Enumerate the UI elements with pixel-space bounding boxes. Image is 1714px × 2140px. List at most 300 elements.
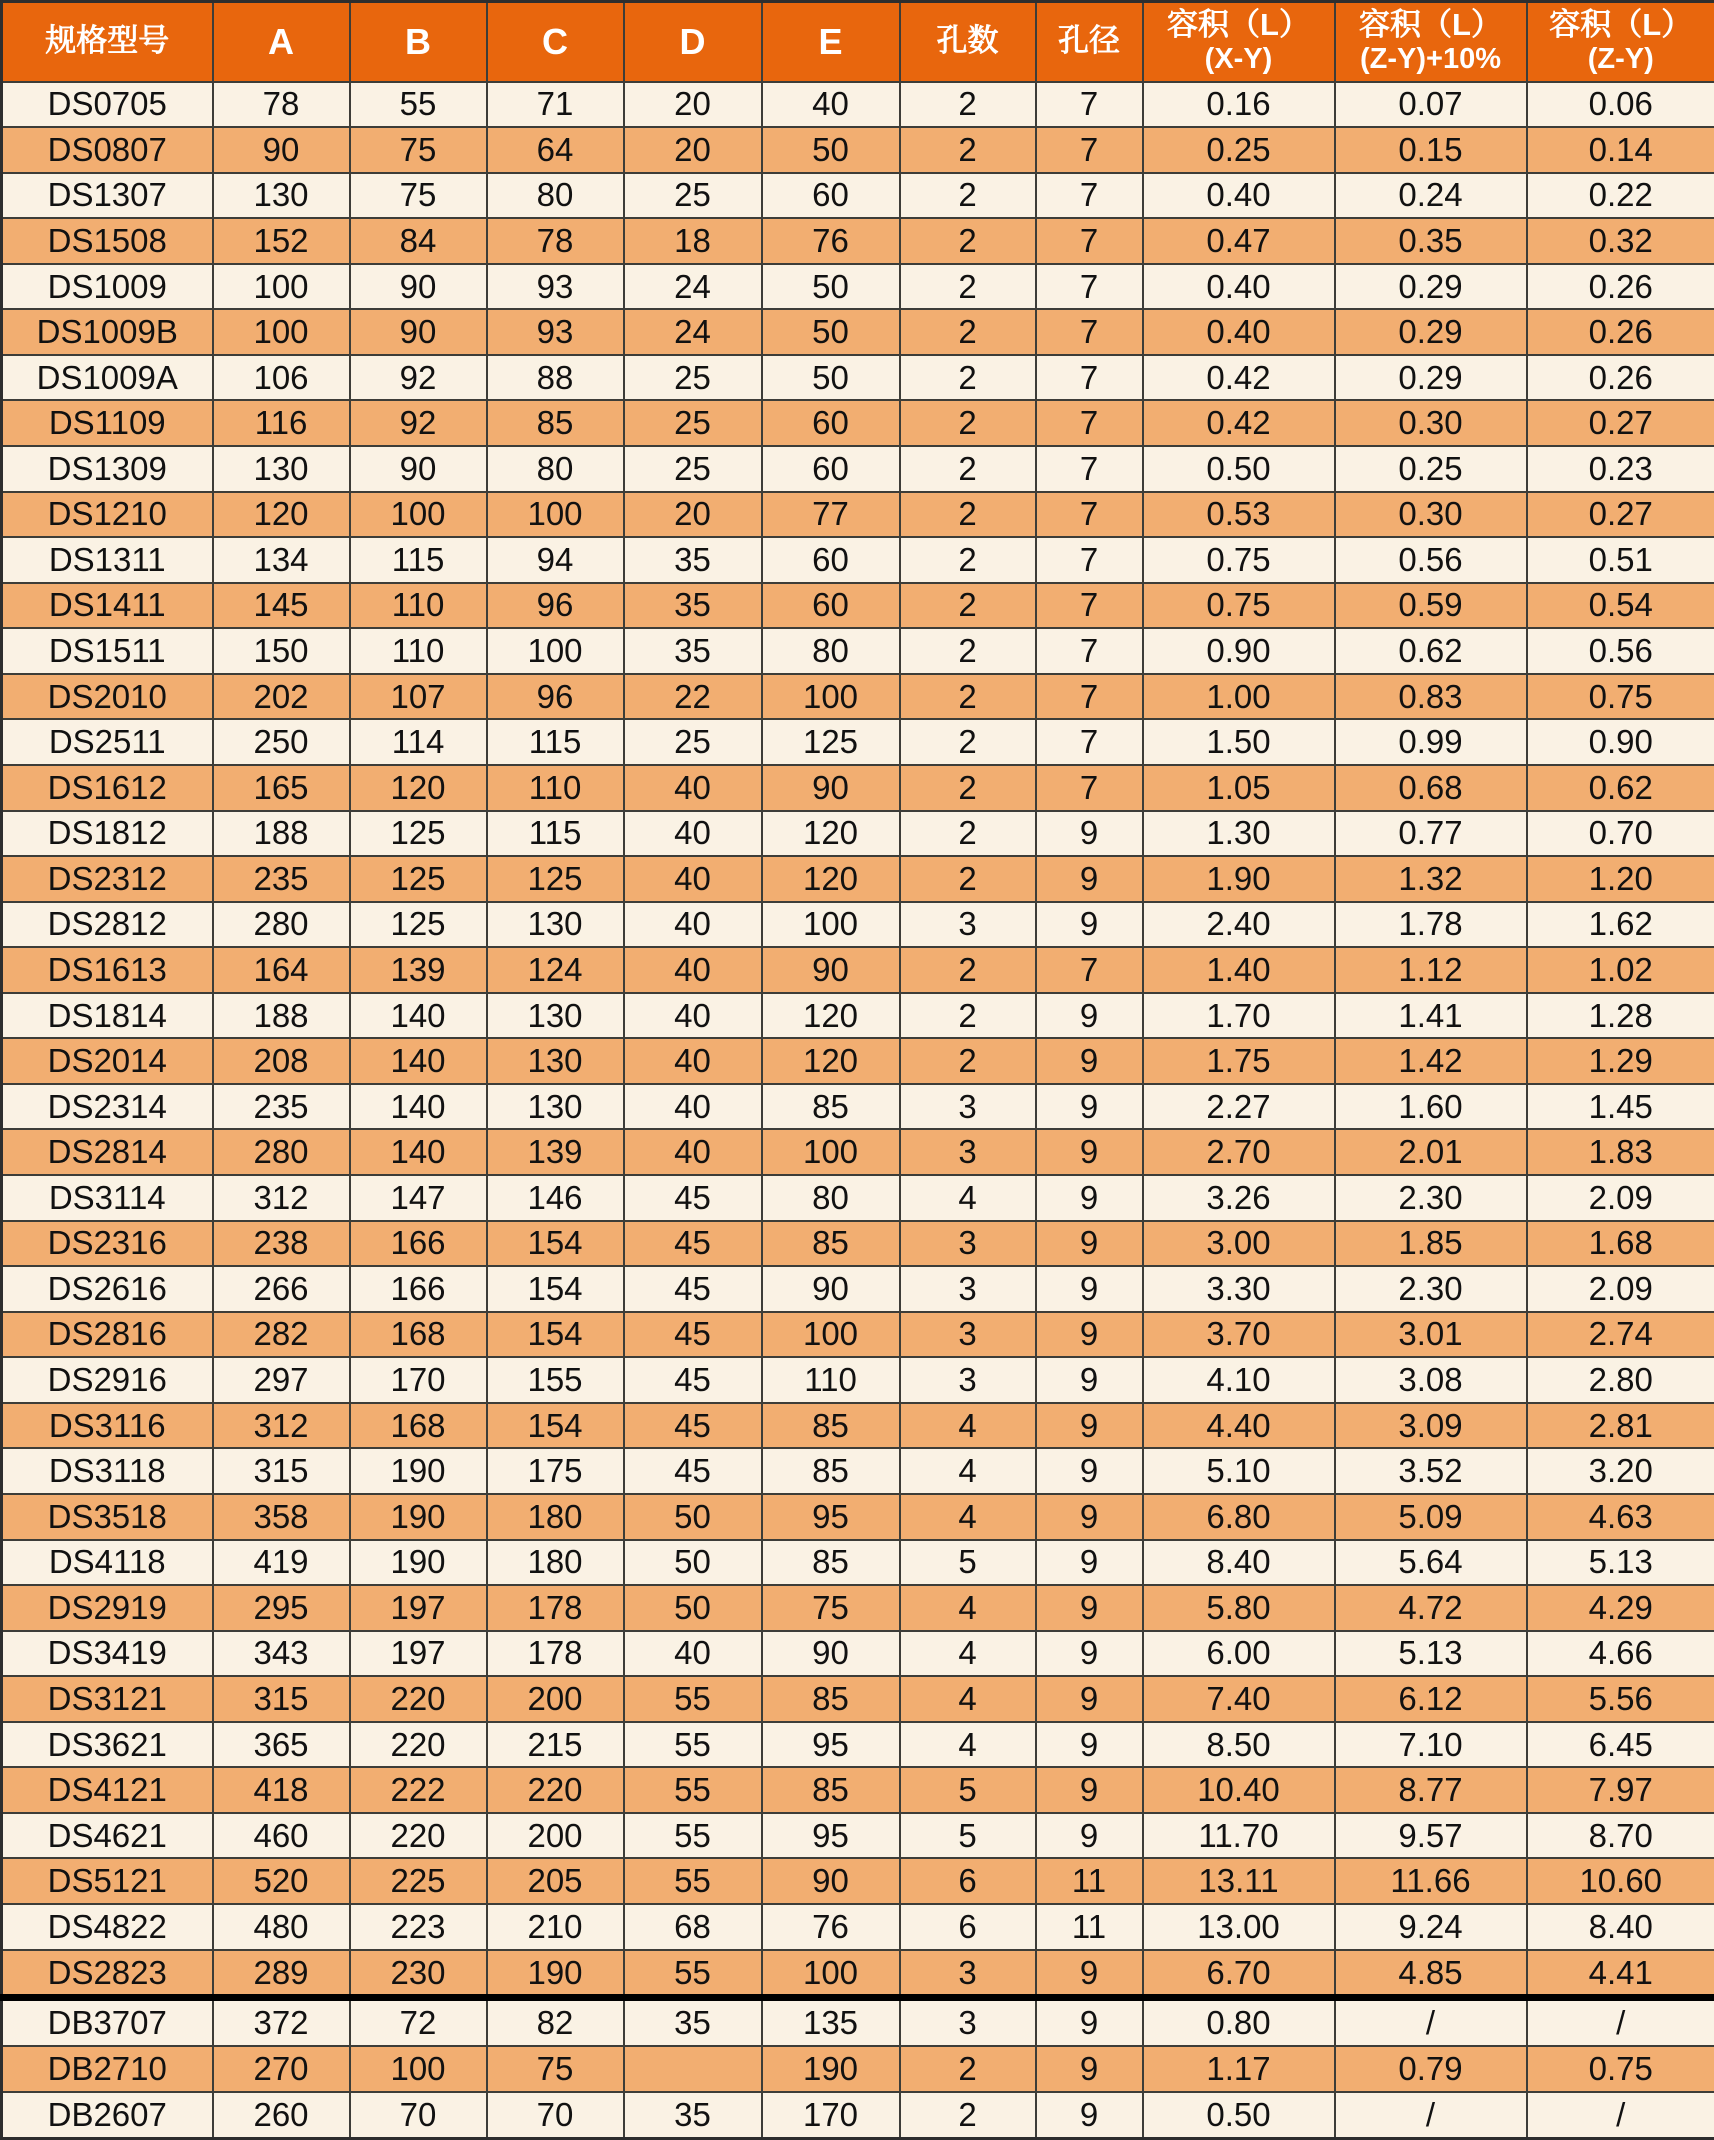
value-cell: 90 — [762, 1858, 900, 1904]
value-cell: 140 — [350, 1129, 487, 1175]
model-cell: DS2616 — [2, 1266, 213, 1312]
value-cell: 130 — [487, 902, 624, 948]
value-cell: 3 — [900, 902, 1036, 948]
value-cell: 106 — [213, 355, 350, 401]
column-header-text: 容积（L） — [1549, 7, 1693, 43]
value-cell: 7 — [1036, 765, 1143, 811]
value-cell: 76 — [762, 1904, 900, 1950]
value-cell: 50 — [624, 1494, 762, 1540]
value-cell: 55 — [624, 1950, 762, 1998]
table-row — [2, 446, 1714, 492]
value-cell: 0.29 — [1335, 264, 1527, 310]
value-cell: 9.24 — [1335, 1904, 1527, 1950]
value-cell: 0.24 — [1335, 173, 1527, 219]
value-cell: 3 — [900, 1129, 1036, 1175]
value-cell: 25 — [624, 173, 762, 219]
table-row — [2, 1950, 1714, 1998]
value-cell: 94 — [487, 537, 624, 583]
header-row — [2, 2, 1714, 82]
model-cell: DS1511 — [2, 628, 213, 674]
value-cell: 130 — [487, 993, 624, 1039]
value-cell: 2.81 — [1527, 1403, 1714, 1449]
model-cell: DB2710 — [2, 2046, 213, 2092]
value-cell: 7 — [1036, 218, 1143, 264]
value-cell: 5 — [900, 1813, 1036, 1859]
value-cell: 75 — [487, 2046, 624, 2092]
value-cell: 100 — [487, 492, 624, 538]
value-cell: 40 — [624, 993, 762, 1039]
table-row — [2, 492, 1714, 538]
value-cell: 3.30 — [1143, 1266, 1335, 1312]
value-cell: 85 — [762, 1448, 900, 1494]
value-cell: 114 — [350, 719, 487, 765]
value-cell: / — [1527, 2092, 1714, 2139]
model-cell: DS2314 — [2, 1084, 213, 1130]
value-cell: 0.25 — [1335, 446, 1527, 492]
value-cell: 24 — [624, 264, 762, 310]
value-cell: 85 — [762, 1403, 900, 1449]
value-cell: 0.42 — [1143, 355, 1335, 401]
value-cell: 0.83 — [1335, 674, 1527, 720]
column-header-subtext: (Z-Y) — [1587, 42, 1654, 75]
table-row — [2, 1312, 1714, 1358]
value-cell: 2 — [900, 674, 1036, 720]
value-cell: 25 — [624, 400, 762, 446]
value-cell: 220 — [350, 1676, 487, 1722]
value-cell: 178 — [487, 1631, 624, 1677]
value-cell: 164 — [213, 947, 350, 993]
value-cell: 107 — [350, 674, 487, 720]
value-cell: 3 — [900, 1221, 1036, 1267]
value-cell: 11.66 — [1335, 1858, 1527, 1904]
value-cell: 50 — [762, 309, 900, 355]
value-cell: 8.50 — [1143, 1722, 1335, 1768]
column-header-text: C — [542, 20, 568, 62]
value-cell: 5.64 — [1335, 1540, 1527, 1586]
value-cell: 90 — [762, 765, 900, 811]
value-cell: 0.25 — [1143, 127, 1335, 173]
value-cell: 3.26 — [1143, 1175, 1335, 1221]
value-cell: 170 — [350, 1357, 487, 1403]
value-cell: 20 — [624, 492, 762, 538]
value-cell: 1.85 — [1335, 1221, 1527, 1267]
value-cell: 365 — [213, 1722, 350, 1768]
value-cell: 197 — [350, 1585, 487, 1631]
value-cell: 2 — [900, 264, 1036, 310]
value-cell: 1.29 — [1527, 1038, 1714, 1084]
value-cell: 139 — [487, 1129, 624, 1175]
value-cell: 3 — [900, 1357, 1036, 1403]
value-cell: 205 — [487, 1858, 624, 1904]
value-cell: 2 — [900, 492, 1036, 538]
value-cell: 116 — [213, 400, 350, 446]
model-cell: DS2919 — [2, 1585, 213, 1631]
model-cell: DS1009 — [2, 264, 213, 310]
value-cell: 0.14 — [1527, 127, 1714, 173]
value-cell: 2.09 — [1527, 1175, 1714, 1221]
value-cell: 96 — [487, 674, 624, 720]
value-cell: 40 — [624, 1084, 762, 1130]
value-cell: 0.79 — [1335, 2046, 1527, 2092]
table-row — [2, 1631, 1714, 1677]
value-cell: 24 — [624, 309, 762, 355]
value-cell: 2 — [900, 993, 1036, 1039]
value-cell: 110 — [350, 583, 487, 629]
value-cell: 80 — [762, 1175, 900, 1221]
value-cell: 9 — [1036, 1631, 1143, 1677]
value-cell: 0.23 — [1527, 446, 1714, 492]
value-cell: 9 — [1036, 1950, 1143, 1998]
value-cell: 7 — [1036, 947, 1143, 993]
table-row — [2, 811, 1714, 857]
value-cell: 134 — [213, 537, 350, 583]
value-cell: 225 — [350, 1858, 487, 1904]
value-cell: 85 — [762, 1767, 900, 1813]
value-cell: 140 — [350, 1084, 487, 1130]
value-cell: 372 — [213, 1998, 350, 2046]
value-cell: 4.63 — [1527, 1494, 1714, 1540]
value-cell: 166 — [350, 1221, 487, 1267]
value-cell: 7.97 — [1527, 1767, 1714, 1813]
model-cell: DS2823 — [2, 1950, 213, 1998]
value-cell: 110 — [350, 628, 487, 674]
value-cell: 1.75 — [1143, 1038, 1335, 1084]
value-cell: 235 — [213, 856, 350, 902]
value-cell: 170 — [762, 2092, 900, 2139]
model-cell: DS2814 — [2, 1129, 213, 1175]
value-cell: 9 — [1036, 856, 1143, 902]
model-cell: DS1508 — [2, 218, 213, 264]
value-cell: / — [1527, 1998, 1714, 2046]
value-cell: 115 — [350, 537, 487, 583]
value-cell: 3.01 — [1335, 1312, 1527, 1358]
value-cell: 0.56 — [1527, 628, 1714, 674]
value-cell: 2 — [900, 446, 1036, 492]
column-header-text: 容积（L） — [1167, 7, 1310, 43]
value-cell: 13.00 — [1143, 1904, 1335, 1950]
value-cell: 55 — [624, 1722, 762, 1768]
column-header-text: 规格型号 — [45, 23, 170, 59]
table-row — [2, 1175, 1714, 1221]
value-cell: 9 — [1036, 1312, 1143, 1358]
value-cell: 9 — [1036, 1357, 1143, 1403]
model-cell: DS4621 — [2, 1813, 213, 1859]
value-cell: 146 — [487, 1175, 624, 1221]
value-cell: 5.56 — [1527, 1676, 1714, 1722]
value-cell: 90 — [350, 264, 487, 310]
value-cell: 4 — [900, 1676, 1036, 1722]
value-cell: 75 — [762, 1585, 900, 1631]
value-cell: 45 — [624, 1403, 762, 1449]
value-cell: 0.15 — [1335, 127, 1527, 173]
model-cell: DS2916 — [2, 1357, 213, 1403]
model-cell: DB2607 — [2, 2092, 213, 2139]
value-cell: 25 — [624, 355, 762, 401]
value-cell: 0.53 — [1143, 492, 1335, 538]
value-cell: 0.32 — [1527, 218, 1714, 264]
value-cell: 460 — [213, 1813, 350, 1859]
model-cell: DS1109 — [2, 400, 213, 446]
value-cell: 45 — [624, 1266, 762, 1312]
value-cell: 60 — [762, 400, 900, 446]
value-cell: 92 — [350, 355, 487, 401]
value-cell: 200 — [487, 1676, 624, 1722]
value-cell: 152 — [213, 218, 350, 264]
value-cell: 135 — [762, 1998, 900, 2046]
value-cell: 0.26 — [1527, 264, 1714, 310]
column-header-b — [350, 2, 487, 82]
value-cell: 85 — [762, 1540, 900, 1586]
table-row — [2, 173, 1714, 219]
value-cell: 6 — [900, 1858, 1036, 1904]
value-cell: 10.60 — [1527, 1858, 1714, 1904]
value-cell: 0.75 — [1143, 583, 1335, 629]
value-cell: 154 — [487, 1312, 624, 1358]
value-cell: 180 — [487, 1494, 624, 1540]
value-cell: 0.62 — [1335, 628, 1527, 674]
value-cell: 178 — [487, 1585, 624, 1631]
value-cell: 280 — [213, 902, 350, 948]
value-cell: 9 — [1036, 1084, 1143, 1130]
value-cell: 1.60 — [1335, 1084, 1527, 1130]
value-cell: 3.00 — [1143, 1221, 1335, 1267]
value-cell: 9 — [1036, 1540, 1143, 1586]
value-cell: 0.80 — [1143, 1998, 1335, 2046]
value-cell: 80 — [487, 173, 624, 219]
value-cell: 55 — [624, 1676, 762, 1722]
value-cell: 3 — [900, 1950, 1036, 1998]
value-cell: 40 — [762, 82, 900, 128]
value-cell: 280 — [213, 1129, 350, 1175]
column-header-e — [762, 2, 900, 82]
value-cell: 10.40 — [1143, 1767, 1335, 1813]
value-cell: 2 — [900, 309, 1036, 355]
value-cell: 1.50 — [1143, 719, 1335, 765]
value-cell: 3 — [900, 1266, 1036, 1312]
model-cell: DB3707 — [2, 1998, 213, 2046]
value-cell: 4 — [900, 1403, 1036, 1449]
value-cell: 190 — [350, 1494, 487, 1540]
value-cell: 2 — [900, 127, 1036, 173]
value-cell: 215 — [487, 1722, 624, 1768]
value-cell: 2.01 — [1335, 1129, 1527, 1175]
value-cell: 3.20 — [1527, 1448, 1714, 1494]
value-cell: 250 — [213, 719, 350, 765]
value-cell: 282 — [213, 1312, 350, 1358]
value-cell: 6.12 — [1335, 1676, 1527, 1722]
value-cell: 75 — [350, 173, 487, 219]
value-cell: 7 — [1036, 583, 1143, 629]
value-cell: 9 — [1036, 1722, 1143, 1768]
model-cell: DS1311 — [2, 537, 213, 583]
value-cell: 315 — [213, 1676, 350, 1722]
value-cell: 90 — [213, 127, 350, 173]
value-cell: 40 — [624, 811, 762, 857]
column-header-vol-xy — [1143, 2, 1335, 82]
table-row — [2, 902, 1714, 948]
column-header-subtext: (Z-Y)+10% — [1359, 42, 1501, 75]
value-cell: 0.77 — [1335, 811, 1527, 857]
column-header-a — [213, 2, 350, 82]
value-cell: 4.40 — [1143, 1403, 1335, 1449]
value-cell: 0.50 — [1143, 446, 1335, 492]
value-cell: 9 — [1036, 1767, 1143, 1813]
value-cell: 358 — [213, 1494, 350, 1540]
value-cell: 2 — [900, 811, 1036, 857]
value-cell: 295 — [213, 1585, 350, 1631]
value-cell: 180 — [487, 1540, 624, 1586]
model-cell: DS1612 — [2, 765, 213, 811]
value-cell: 0.62 — [1527, 765, 1714, 811]
value-cell: 78 — [487, 218, 624, 264]
value-cell: 9 — [1036, 2092, 1143, 2139]
value-cell: 124 — [487, 947, 624, 993]
value-cell: 0.75 — [1527, 674, 1714, 720]
value-cell: 5 — [900, 1540, 1036, 1586]
value-cell: 1.05 — [1143, 765, 1335, 811]
value-cell: 6.70 — [1143, 1950, 1335, 1998]
value-cell: 45 — [624, 1312, 762, 1358]
table-row — [2, 1813, 1714, 1859]
value-cell: 72 — [350, 1998, 487, 2046]
value-cell: 9 — [1036, 1038, 1143, 1084]
value-cell: 78 — [213, 82, 350, 128]
value-cell: 2.80 — [1527, 1357, 1714, 1403]
value-cell: 70 — [350, 2092, 487, 2139]
value-cell: 60 — [762, 446, 900, 492]
value-cell: 96 — [487, 583, 624, 629]
value-cell: 7.10 — [1335, 1722, 1527, 1768]
value-cell: 1.28 — [1527, 993, 1714, 1039]
value-cell: 260 — [213, 2092, 350, 2139]
value-cell: 6.00 — [1143, 1631, 1335, 1677]
value-cell: 6.45 — [1527, 1722, 1714, 1768]
value-cell: 93 — [487, 309, 624, 355]
model-cell: DS3419 — [2, 1631, 213, 1677]
value-cell: 297 — [213, 1357, 350, 1403]
model-cell: DS2014 — [2, 1038, 213, 1084]
table-row — [2, 1904, 1714, 1950]
value-cell: 4.72 — [1335, 1585, 1527, 1631]
value-cell: 7 — [1036, 446, 1143, 492]
value-cell: 55 — [624, 1813, 762, 1859]
table-row — [2, 993, 1714, 1039]
value-cell — [624, 2046, 762, 2092]
column-header-text: A — [268, 20, 294, 62]
value-cell: 95 — [762, 1494, 900, 1540]
table-row — [2, 1767, 1714, 1813]
value-cell: 145 — [213, 583, 350, 629]
value-cell: 60 — [762, 537, 900, 583]
column-header-c — [487, 2, 624, 82]
value-cell: 2 — [900, 947, 1036, 993]
value-cell: 40 — [624, 902, 762, 948]
value-cell: 0.47 — [1143, 218, 1335, 264]
table-row — [2, 2092, 1714, 2139]
value-cell: 0.75 — [1143, 537, 1335, 583]
value-cell: 1.90 — [1143, 856, 1335, 902]
value-cell: 190 — [350, 1448, 487, 1494]
value-cell: 2 — [900, 583, 1036, 629]
value-cell: 6.80 — [1143, 1494, 1335, 1540]
table-row — [2, 355, 1714, 401]
model-cell: DS0705 — [2, 82, 213, 128]
value-cell: 25 — [624, 446, 762, 492]
value-cell: 190 — [762, 2046, 900, 2092]
value-cell: 140 — [350, 993, 487, 1039]
value-cell: 18 — [624, 218, 762, 264]
table-row — [2, 218, 1714, 264]
value-cell: 125 — [350, 811, 487, 857]
value-cell: 154 — [487, 1221, 624, 1267]
column-header-holes — [900, 2, 1036, 82]
value-cell: 100 — [762, 1950, 900, 1998]
value-cell: 190 — [350, 1540, 487, 1586]
value-cell: 60 — [762, 173, 900, 219]
value-cell: 3.08 — [1335, 1357, 1527, 1403]
model-cell: DS1411 — [2, 583, 213, 629]
value-cell: 238 — [213, 1221, 350, 1267]
value-cell: 7 — [1036, 309, 1143, 355]
model-cell: DS2312 — [2, 856, 213, 902]
value-cell: 5.80 — [1143, 1585, 1335, 1631]
value-cell: 139 — [350, 947, 487, 993]
value-cell: 9 — [1036, 1998, 1143, 2046]
value-cell: 2 — [900, 82, 1036, 128]
value-cell: 0.26 — [1527, 355, 1714, 401]
table-row — [2, 309, 1714, 355]
value-cell: 90 — [350, 309, 487, 355]
value-cell: 188 — [213, 811, 350, 857]
value-cell: 35 — [624, 537, 762, 583]
value-cell: 2 — [900, 2092, 1036, 2139]
value-cell: 130 — [213, 446, 350, 492]
table-row — [2, 719, 1714, 765]
value-cell: 100 — [762, 1129, 900, 1175]
value-cell: 1.32 — [1335, 856, 1527, 902]
value-cell: 50 — [624, 1540, 762, 1586]
value-cell: 40 — [624, 856, 762, 902]
value-cell: 2.30 — [1335, 1266, 1527, 1312]
value-cell: 3 — [900, 1312, 1036, 1358]
value-cell: 13.11 — [1143, 1858, 1335, 1904]
column-header-hole-dia — [1036, 2, 1143, 82]
value-cell: 120 — [762, 993, 900, 1039]
value-cell: 20 — [624, 127, 762, 173]
value-cell: 5.09 — [1335, 1494, 1527, 1540]
value-cell: 11.70 — [1143, 1813, 1335, 1859]
value-cell: 90 — [350, 446, 487, 492]
model-cell: DS2316 — [2, 1221, 213, 1267]
table-row — [2, 1038, 1714, 1084]
value-cell: 7 — [1036, 173, 1143, 219]
table-row — [2, 1448, 1714, 1494]
value-cell: 1.68 — [1527, 1221, 1714, 1267]
model-cell: DS3118 — [2, 1448, 213, 1494]
value-cell: 2 — [900, 173, 1036, 219]
table-row — [2, 2046, 1714, 2092]
value-cell: 80 — [487, 446, 624, 492]
value-cell: 2 — [900, 537, 1036, 583]
value-cell: 520 — [213, 1858, 350, 1904]
value-cell: 50 — [624, 1585, 762, 1631]
model-cell: DS3116 — [2, 1403, 213, 1449]
value-cell: 9 — [1036, 1403, 1143, 1449]
value-cell: 76 — [762, 218, 900, 264]
value-cell: 100 — [762, 674, 900, 720]
value-cell: 2.40 — [1143, 902, 1335, 948]
value-cell: 130 — [213, 173, 350, 219]
